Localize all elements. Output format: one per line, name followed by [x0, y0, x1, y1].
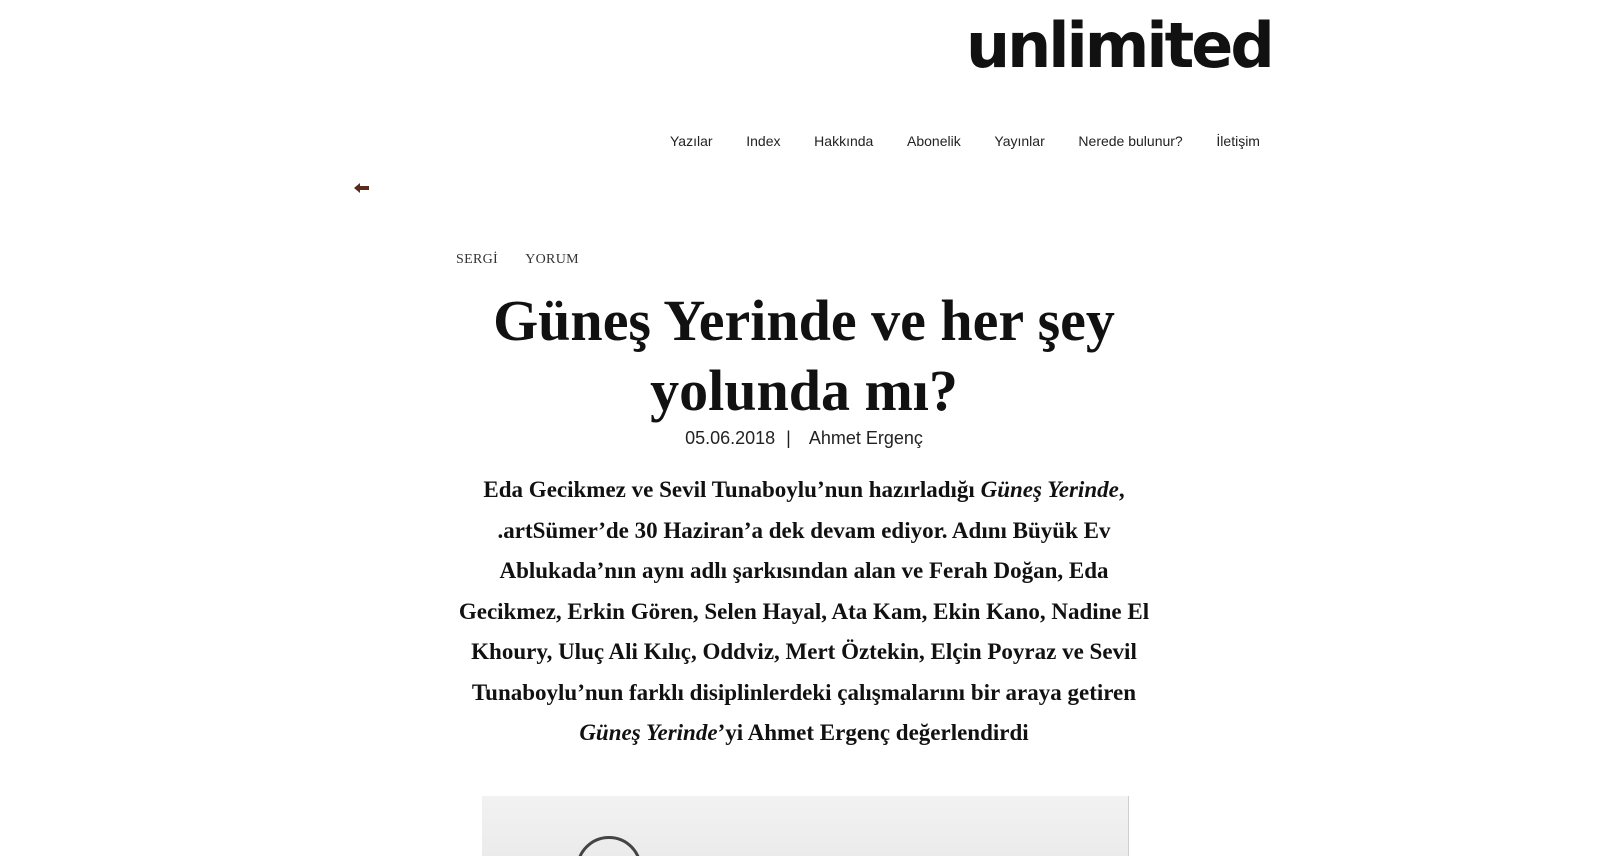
nav-item-index[interactable]: Index	[746, 133, 781, 149]
arrow-left-icon[interactable]	[354, 181, 370, 195]
nav-item-abonelik[interactable]: Abonelik	[907, 133, 961, 149]
category-yorum[interactable]: YORUM	[525, 252, 579, 267]
lead-text-3: ’yi Ahmet Ergenç değerlendirdi	[717, 720, 1029, 745]
lead-text-1: Eda Gecikmez ve Sevil Tunaboylu’nun hazırladığı	[483, 477, 981, 502]
lead-exhibition-title-2: Güneş Yerinde	[579, 720, 718, 745]
nav-item-nerede-bulunur[interactable]: Nerede bulunur?	[1078, 133, 1183, 149]
nav-item-hakkinda[interactable]: Hakkında	[814, 133, 874, 149]
article-meta	[456, 428, 1152, 449]
site-logo[interactable]: unlimited	[966, 9, 1272, 82]
main-nav	[670, 133, 1260, 149]
category-sergi[interactable]: SERGİ	[456, 252, 498, 267]
article-date: 05.06.2018	[685, 428, 776, 448]
article-lead	[456, 470, 1152, 754]
nav-item-yazilar[interactable]: Yazılar	[670, 133, 713, 149]
article-author[interactable]: Ahmet Ergenç	[808, 428, 923, 448]
article-title: Güneş Yerinde ve her şey yolunda mı?	[493, 288, 1115, 423]
nav-item-yayinlar[interactable]: Yayınlar	[994, 133, 1045, 149]
hero-image-object	[576, 836, 642, 856]
hero-image	[482, 796, 1129, 856]
nav-item-iletisim[interactable]: İletişim	[1216, 133, 1260, 149]
meta-separator: |	[786, 428, 791, 448]
article-categories	[456, 252, 603, 268]
lead-exhibition-title-1: Güneş Yerinde	[980, 477, 1119, 502]
lead-text-2: , .artSümer’de 30 Haziran’a dek devam ediyor. Adını Büyük Ev Ablukada’nın aynı adlı şarkısından alan ve Ferah Doğan, Eda Gecikmez, Erkin Gören, Selen Hayal, Ata Kam, Ekin Kano, Nadine El Khoury, Uluç Ali Kılıç, Oddviz, Mert Öztekin, Elçin Poyraz ve Sevil Tunaboylu’nun farklı disiplinlerdeki çalışmalarını bir araya getiren	[458, 477, 1150, 705]
